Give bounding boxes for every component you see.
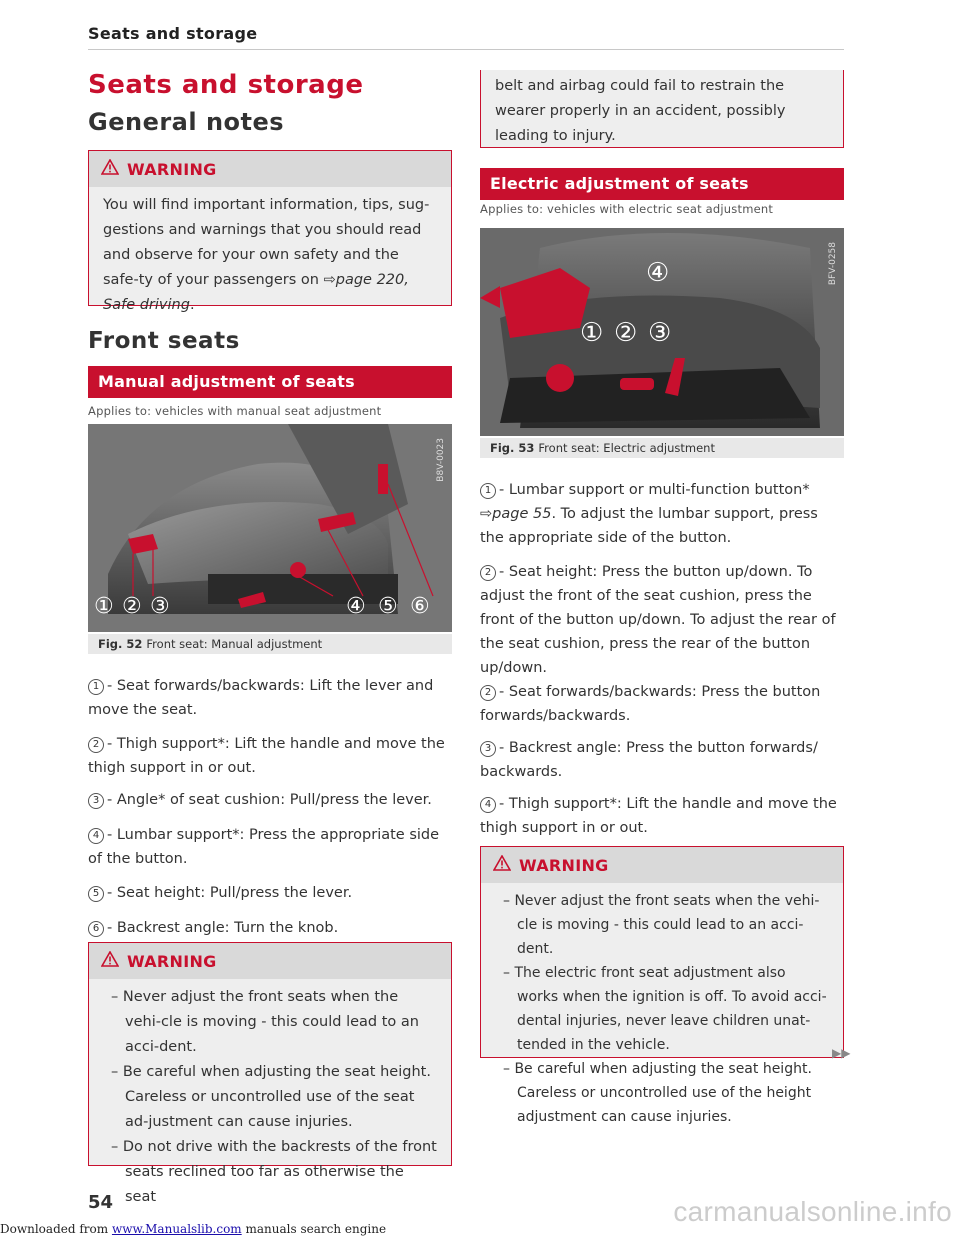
electric-item-2: 2 - Seat height: Press the button up/down. To adjust the front of the seat cushion, press the front of the button up/down. To adjust the rear of the seat cushion, press the rear of the button up/down. [480,564,836,676]
warning-box-electric [480,846,844,1125]
page-link[interactable]: ⇨page 220, Safe driving [103,272,409,313]
page-link[interactable]: ⇨page 55 [480,506,552,522]
warning-list-item: – Be careful when adjusting the seat height. Careless or uncontrolled use of the height adjustment can cause injuries. [503,1061,812,1125]
electric-item-4: 3 - Backrest angle: Press the button forwards/ backwards. [480,740,818,780]
warning-list-item: – Be careful when adjusting the seat height. Careless or uncontrolled use of the seat ad-justment can cause injuries. [111,1064,431,1130]
warning-title: WARNING [89,151,451,187]
callout-5: ⑤ [378,594,398,619]
header-divider [88,49,844,50]
figure-id: B8V-0023 [436,438,446,482]
callout-3: ③ [150,594,170,619]
warning-triangle-icon [101,159,119,179]
callout-1: ① [94,594,114,619]
electric-callout-3: ③ [648,318,672,348]
warning-body-continued: belt and airbag could fail to restrain the wearer properly in an accident, possibly leading to injury. [495,78,786,144]
figure-52-caption: Fig. 52 Front seat: Manual adjustment [88,634,452,654]
manual-item-2: 2 - Thigh support*: Lift the handle and move the thigh support in or out. [88,736,445,776]
warning-title: WARNING [89,943,451,979]
callout-6: ⑥ [410,594,430,619]
electric-item-1: 1 - Lumbar support or multi-function button* ⇨page 55. To adjust the lumbar support, press the appropriate side of the button. [480,482,818,546]
section-title: Seats and storage [88,70,364,100]
manual-item-4: 4 - Lumbar support*: Press the appropriate side of the button. [88,827,440,867]
warning-triangle-icon [101,951,119,971]
figure-53-caption: Fig. 53 Front seat: Electric adjustment [480,438,844,458]
warning-box-continued [480,70,844,148]
manual-item-5: 5 - Seat height: Pull/press the lever. [88,881,452,905]
callout-4: ④ [346,594,366,619]
electric-callout-4: ④ [646,258,670,288]
download-footer: Downloaded from www.Manualslib.com manuals search engine [0,1222,387,1236]
warning-list-item: – Never adjust the front seats when the vehi-cle is moving - this could lead to an acci-dent. [111,989,419,1055]
warning-list-item: – The electric front seat adjustment also works when the ignition is off. To avoid acci-dental injuries, never leave children unat-tended in the vehicle. [503,965,827,1053]
electric-callout-2: ② [614,318,638,348]
running-header: Seats and storage [88,24,258,43]
warning-list-item: – Do not drive with the backrests of the front seats reclined too far as otherwise the seat [111,1139,437,1205]
page-number: 54 [88,1192,114,1213]
warning-title: WARNING [481,847,843,883]
subsection-title-front-seats: Front seats [88,328,240,354]
electric-adjustment-heading: Electric adjustment of seats [480,168,844,200]
warning-body [89,979,451,1220]
warning-triangle-icon [493,855,511,875]
warning-box-general [88,150,452,313]
manual-applies-to: Applies to: vehicles with manual seat adjustment [88,404,382,418]
watermark: carmanualsonline.info [673,1196,952,1227]
manual-item-1: 1 - Seat forwards/backwards: Lift the lever and move the seat. [88,678,434,718]
manual-item-6: 6 - Backrest angle: Turn the knob. [88,916,452,940]
electric-callout-1: ① [580,318,604,348]
electric-applies-to: Applies to: vehicles with electric seat adjustment [480,202,774,216]
figure-id: BFV-0258 [828,242,838,286]
warning-list-item: – Never adjust the front seats when the vehi-cle is moving - this could lead to an acci-dent. [503,893,820,957]
figure-52-image [88,424,452,632]
figure-53-image [480,228,844,436]
subsection-title-general: General notes [88,108,285,136]
electric-item-3: 2 - Seat forwards/backwards: Press the button forwards/backwards. [480,684,821,724]
callout-2: ② [122,594,142,619]
warning-body [481,883,843,1139]
manual-adjustment-heading: Manual adjustment of seats [88,366,452,398]
manual-item-3: 3 - Angle* of seat cushion: Pull/press the lever. [88,788,452,812]
manualslib-link[interactable]: www.Manualslib.com [111,1222,242,1236]
electric-item-5: 4 - Thigh support*: Lift the handle and move the thigh support in or out. [480,796,837,836]
warning-body: You will find important information, tips, sug-gestions and warnings that you should read and observe for your own safety and the safe-ty of your passengers on ⇨page 220, Safe driving. [103,197,430,313]
continue-arrow-icon: ▶▶ [832,1046,851,1060]
